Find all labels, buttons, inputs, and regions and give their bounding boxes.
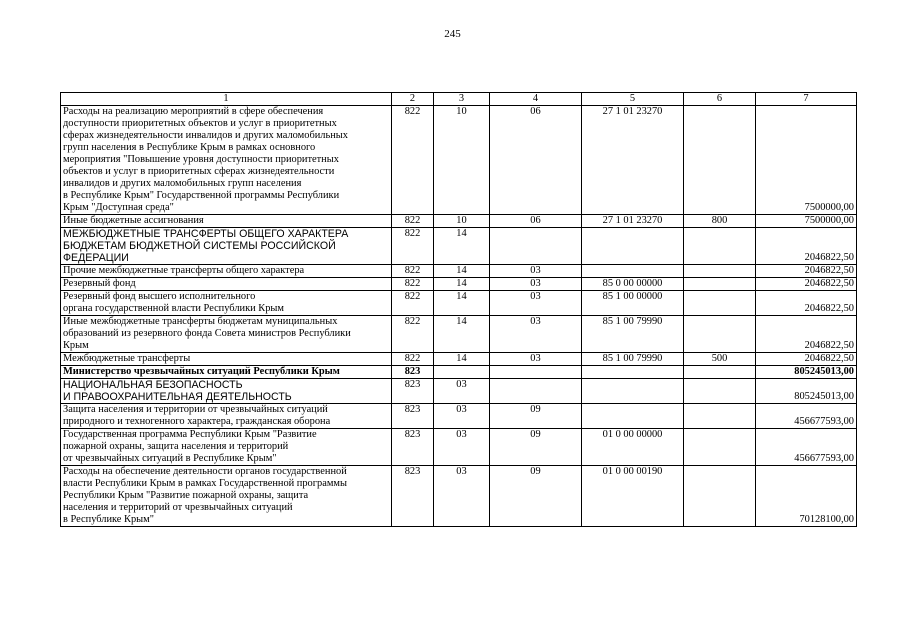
row-code-5-cell (582, 404, 684, 429)
row-amount-cell: 805245013,00 (756, 379, 857, 404)
row-code-4-cell: 03 (490, 316, 582, 353)
row-amount-cell: 7500000,00 (756, 215, 857, 228)
row-name-cell: Защита населения и территории от чрезвычайных ситуаций природного и техногенного характера, гражданская оборона (61, 404, 392, 429)
row-amount-cell: 2046822,50 (756, 316, 857, 353)
row-code-6-cell (684, 228, 756, 265)
table-row (61, 353, 857, 366)
column-number-row (61, 93, 857, 106)
table-row (61, 404, 857, 429)
row-code-5-cell (582, 265, 684, 278)
row-name-cell: Межбюджетные трансферты (61, 353, 392, 366)
row-code-6-cell (684, 379, 756, 404)
row-amount-cell: 2046822,50 (756, 265, 857, 278)
row-code-5-cell (582, 228, 684, 265)
row-name-cell: МЕЖБЮДЖЕТНЫЕ ТРАНСФЕРТЫ ОБЩЕГО ХАРАКТЕРА БЮДЖЕТАМ БЮДЖЕТНОЙ СИСТЕМЫ РОССИЙСКОЙ ФЕДЕРАЦИИ (61, 228, 392, 265)
row-code-5-cell: 85 1 00 79990 (582, 316, 684, 353)
row-code-3-cell: 03 (434, 466, 490, 527)
row-code-5-cell: 85 1 00 00000 (582, 291, 684, 316)
header-cell-1: 1 (61, 93, 392, 106)
row-code-5-cell: 85 0 00 00000 (582, 278, 684, 291)
row-code-6-cell (684, 278, 756, 291)
row-code-4-cell (490, 228, 582, 265)
row-code-3-cell: 14 (434, 228, 490, 265)
row-code-5-cell: 01 0 00 00190 (582, 466, 684, 527)
row-code-6-cell: 500 (684, 353, 756, 366)
table-row (61, 366, 857, 379)
row-code-5-cell: 01 0 00 00000 (582, 429, 684, 466)
header-cell-2: 2 (392, 93, 434, 106)
row-code-3-cell: 14 (434, 291, 490, 316)
row-name-cell: Прочие межбюджетные трансферты общего характера (61, 265, 392, 278)
table-body (61, 93, 857, 527)
row-code-2-cell: 822 (392, 215, 434, 228)
table-row (61, 429, 857, 466)
row-code-4-cell: 03 (490, 278, 582, 291)
row-code-3-cell: 14 (434, 353, 490, 366)
row-code-4-cell: 03 (490, 265, 582, 278)
row-code-4-cell: 03 (490, 291, 582, 316)
row-code-2-cell: 823 (392, 429, 434, 466)
row-code-4-cell (490, 366, 582, 379)
row-code-5-cell: 27 1 01 23270 (582, 215, 684, 228)
row-code-6-cell (684, 466, 756, 527)
row-code-2-cell: 822 (392, 228, 434, 265)
row-name-cell: Иные бюджетные ассигнования (61, 215, 392, 228)
row-code-2-cell: 823 (392, 466, 434, 527)
row-name-cell: Расходы на реализацию мероприятий в сфере обеспечения доступности приоритетных объектов и услуг в приоритетных сферах жизнедеятельности инвалидов и других маломобильных групп населения в Республике Крым в рамках основного мероприятия "Повышение уровня доступности приоритетных объектов и услуг в приоритетных сферах жизнедеятельности инвалидов и других маломобильных групп населения в Республике Крым" Государственной программы Республики Крым "Доступная среда" (61, 106, 392, 215)
row-amount-cell: 70128100,00 (756, 466, 857, 527)
row-code-3-cell: 14 (434, 265, 490, 278)
page-number: 245 (444, 28, 461, 40)
row-amount-cell: 2046822,50 (756, 353, 857, 366)
row-code-4-cell: 03 (490, 353, 582, 366)
header-cell-6: 6 (684, 93, 756, 106)
row-code-5-cell (582, 379, 684, 404)
table-row (61, 265, 857, 278)
row-code-5-cell: 85 1 00 79990 (582, 353, 684, 366)
row-code-2-cell: 822 (392, 353, 434, 366)
row-code-4-cell: 06 (490, 106, 582, 215)
budget-table (60, 92, 857, 527)
header-cell-4: 4 (490, 93, 582, 106)
row-code-3-cell (434, 366, 490, 379)
row-code-6-cell (684, 291, 756, 316)
table-row (61, 379, 857, 404)
row-code-2-cell: 823 (392, 366, 434, 379)
row-code-4-cell: 09 (490, 404, 582, 429)
table-row (61, 278, 857, 291)
row-code-6-cell (684, 366, 756, 379)
row-name-cell: НАЦИОНАЛЬНАЯ БЕЗОПАСНОСТЬ И ПРАВООХРАНИТЕЛЬНАЯ ДЕЯТЕЛЬНОСТЬ (61, 379, 392, 404)
table-row (61, 228, 857, 265)
row-code-5-cell: 27 1 01 23270 (582, 106, 684, 215)
row-code-4-cell: 09 (490, 466, 582, 527)
row-code-2-cell: 823 (392, 404, 434, 429)
row-code-4-cell: 06 (490, 215, 582, 228)
table-row (61, 106, 857, 215)
row-code-2-cell: 823 (392, 379, 434, 404)
row-code-2-cell: 822 (392, 291, 434, 316)
row-name-cell: Резервный фонд (61, 278, 392, 291)
row-code-6-cell (684, 316, 756, 353)
table-row (61, 466, 857, 527)
header-cell-3: 3 (434, 93, 490, 106)
row-amount-cell: 2046822,50 (756, 291, 857, 316)
row-code-6-cell: 800 (684, 215, 756, 228)
row-code-3-cell: 10 (434, 215, 490, 228)
row-code-3-cell: 10 (434, 106, 490, 215)
row-name-cell: Резервный фонд высшего исполнительного органа государственной власти Республики Крым (61, 291, 392, 316)
row-name-cell: Министерство чрезвычайных ситуаций Республики Крым (61, 366, 392, 379)
row-name-cell: Государственная программа Республики Крым "Развитие пожарной охраны, защита населения и территорий от чрезвычайных ситуаций в Республике Крым" (61, 429, 392, 466)
row-code-6-cell (684, 106, 756, 215)
row-code-3-cell: 03 (434, 404, 490, 429)
row-amount-cell: 805245013,00 (756, 366, 857, 379)
row-code-6-cell (684, 265, 756, 278)
row-code-4-cell (490, 379, 582, 404)
row-name-cell: Иные межбюджетные трансферты бюджетам муниципальных образований из резервного фонда Совета министров Республики Крым (61, 316, 392, 353)
table-row (61, 291, 857, 316)
row-code-3-cell: 03 (434, 429, 490, 466)
header-cell-7: 7 (756, 93, 857, 106)
row-code-3-cell: 14 (434, 278, 490, 291)
row-code-2-cell: 822 (392, 106, 434, 215)
row-amount-cell: 456677593,00 (756, 429, 857, 466)
header-cell-5: 5 (582, 93, 684, 106)
row-code-6-cell (684, 429, 756, 466)
row-code-2-cell: 822 (392, 316, 434, 353)
row-code-2-cell: 822 (392, 265, 434, 278)
row-code-3-cell: 03 (434, 379, 490, 404)
row-amount-cell: 2046822,50 (756, 228, 857, 265)
row-amount-cell: 2046822,50 (756, 278, 857, 291)
row-code-5-cell (582, 366, 684, 379)
table-row (61, 215, 857, 228)
row-name-cell: Расходы на обеспечение деятельности органов государственной власти Республики Крым в рамках Государственной программы Республики Крым "Развитие пожарной охраны, защита населения и территорий от чрезвычайных ситуаций в Республике Крым" (61, 466, 392, 527)
row-code-2-cell: 822 (392, 278, 434, 291)
table-row (61, 316, 857, 353)
row-amount-cell: 7500000,00 (756, 106, 857, 215)
row-amount-cell: 456677593,00 (756, 404, 857, 429)
row-code-3-cell: 14 (434, 316, 490, 353)
row-code-4-cell: 09 (490, 429, 582, 466)
row-code-6-cell (684, 404, 756, 429)
